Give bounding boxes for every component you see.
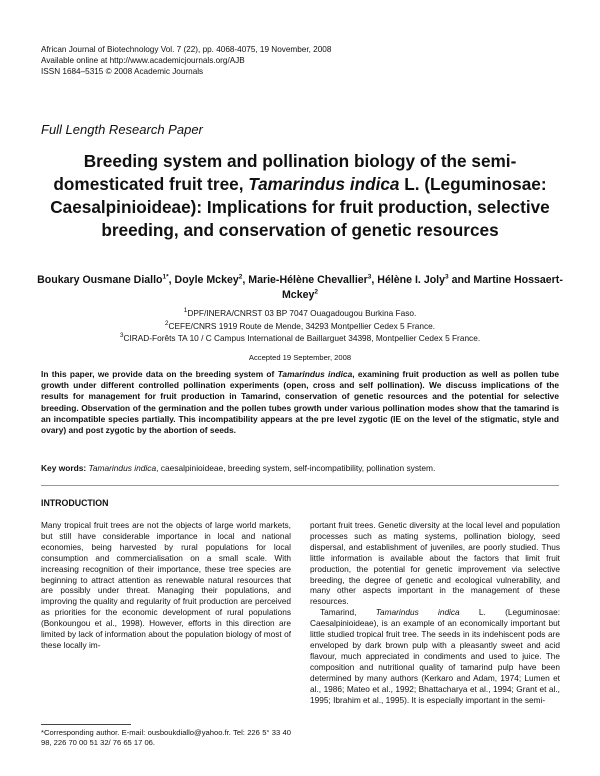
paragraph: Tamarind, Tamarindus indica L. (Leguminosae: Caesalpinioideae), is an example of an economically important but little studied tropical fruit tree. The seeds in its indehiscent pods are enveloped by dark brown pulp with a pleasantly sweet and acid flavour, much appreciated in condiments and used to juice. The composition and nutritional quality of tamarind pulp have been determined by many authors (Kerkaro and Adam, 1974; Lumen et al., 1986; Mateo et al., 1992; Bhattacharya et al., 1994; Grant et al., 1995; Ibrahim et al., 1995). It is especially important in the semi- [310,607,560,705]
author-name: and Martine Hossaert-Mckey [281,274,563,301]
affiliation: $^1$DPF/INERA/CNRST 03 BP 7047 Ouagadougou Burkina Faso. [183,307,417,318]
affiliation: $^3$CIRAD-Forêts TA 10 / C Campus International de Baillarguet 34398, Montpellier Cedex 5 France. [119,332,481,343]
affiliation: $^2$CEFE/CNRS 1919 Route de Mende, 34293 Montpellier Cedex 5 France. [164,319,436,331]
footnote-rule [41,724,131,725]
journal-citation: African Journal of Biotechnology Vol. 7 (22), pp. 4068-4075, 19 November, 2008 [41,45,332,54]
author-name: , Doyle Mckey [168,274,239,286]
author-name: , Marie-Hélène Chevallier [242,274,368,286]
keywords: Key words: Tamarindus indica, caesalpinioideae, breeding system, self-incompatibility, pollination system. [41,463,436,473]
author-affil-mark: 2 [314,288,319,296]
paragraph: portant fruit trees. Genetic diversity at the local level and population processes such as mating systems, pollination biology, seed dispersal, and establishment of juveniles, are poorly studied. Thus little information is available about the factors that limit fruit production, the potential for genetic improvement via selective breeding, the degree of genetic and ecological vulnerability, and many other aspects important in the management of these resources. [310,520,560,607]
body-column-right [310,520,560,705]
keywords-label: Key words: [41,463,87,473]
species-name: Tamarindus indica [375,607,460,618]
author-list [30,273,570,303]
author-affil-mark: 3 [367,273,372,281]
author-name: Boukary Ousmane Diallo [37,274,163,286]
author-affil-mark: 3 [445,273,449,281]
journal-issn: ISSN 1684–5315 © 2008 Academic Journals [41,67,204,76]
title-part1: Breeding system and pollination biology of the semi-domesticated fruit tree, [53,151,517,194]
paper-type: Full Length Research Paper [41,122,203,137]
affiliations [30,307,570,345]
author-affil-mark: 2 [238,273,243,281]
section-heading: INTRODUCTION [41,498,109,508]
title-part2: L. (Leguminosae: Caesalpinioideae): Implications for fruit production, selective breeding, and conservation of genetic resources [50,174,550,240]
title-species: Tamarindus indica [248,174,400,194]
paper-title [30,150,570,242]
journal-header [41,44,331,77]
section-divider [41,485,559,486]
abstract-species: Tamarindus indica [277,369,353,379]
author-affil-mark: 1* [162,273,169,281]
corresponding-author-footnote: *Corresponding author. E-mail: ousboukdiallo@yahoo.fr. Tel: 226 5° 33 40 98, 226 70 00 51 32/ 76 65 17 06. [41,728,291,747]
paragraph: Many tropical fruit trees are not the objects of large world markets, but still have considerable importance in local and national economies, being harvested by rural populations for local consumption and commercialisation on a small scale. With increasing recognition of their importance, these tree species are beginning to attract attention as renewable natural resources that are possibly under threat. Managing their populations, and improving the quality and regularity of fruit production are perceived as priorities for the economic development of rural populations (Bonkoungou et al., 1998). However, efforts in this direction are limited by lack of information about the population biology of most of these locally im- [41,520,291,650]
journal-url: Available online at http://www.academicjournals.org/AJB [41,56,245,65]
abstract: In this paper, we provide data on the breeding system of Tamarindus indica, examining fruit production as well as pollen tube growth under different controlled pollination experiments (open, cross and self pollination). We discuss implications of the results for management for fruit production in Tamarind, conservation of genetic resources and the potential for selective breeding. Observation of the germination and the pollen tubes growth under various pollination modes show that the tamarind is an incompatible species partially. This incompatibility appears at the pre level zygotic (IE on the level of the stigmatic, style and ovary) and post zygotic by the abortion of seeds. [41,369,560,436]
keywords-species: Tamarindus indica [88,463,157,473]
accepted-date: Accepted 19 September, 2008 [248,353,352,362]
author-name: , Hélène I. Joly [371,274,446,286]
body-column-left [41,520,291,651]
